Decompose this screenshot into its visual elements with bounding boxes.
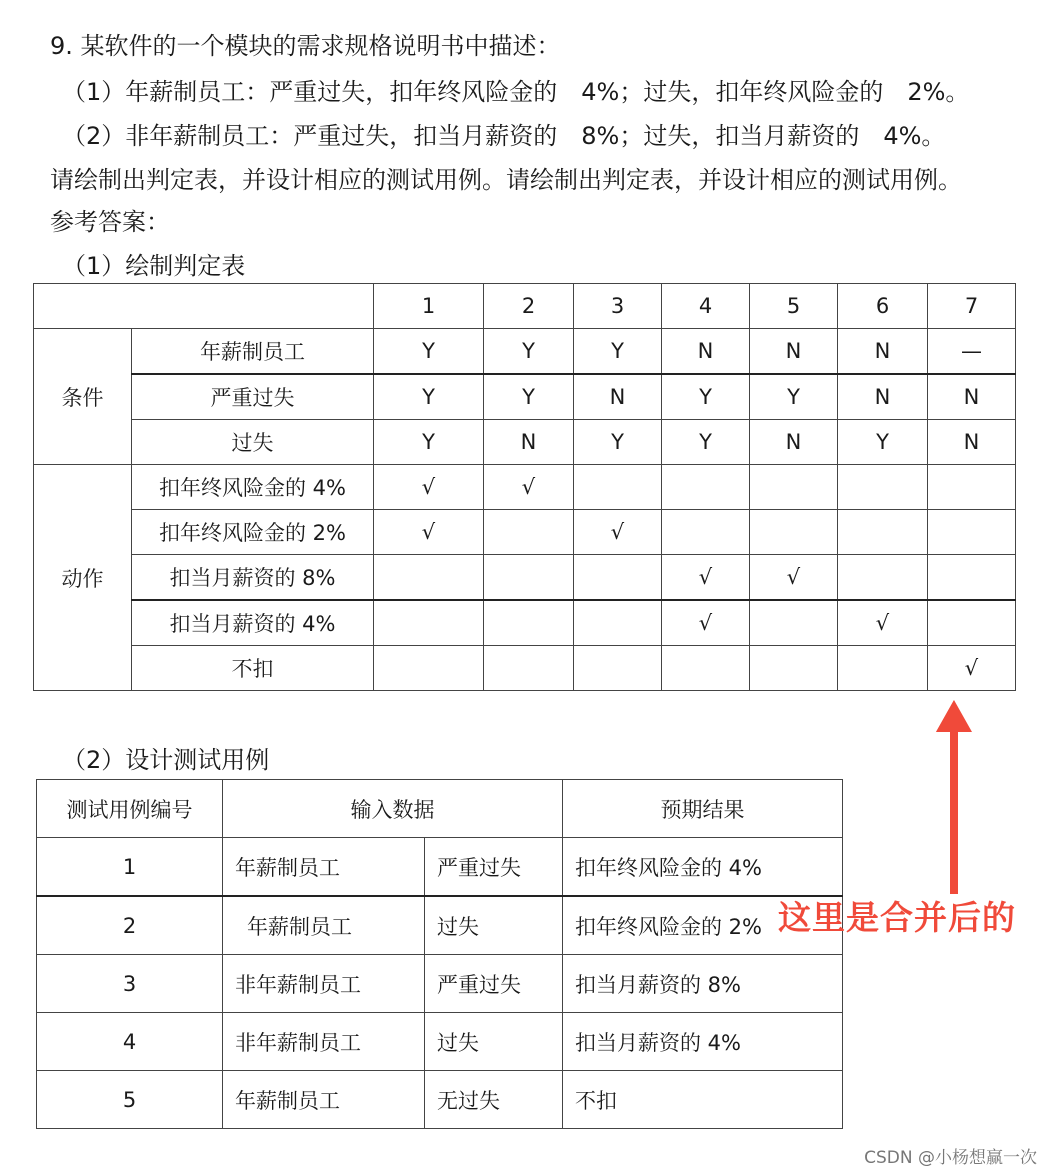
action-mark: [374, 555, 484, 601]
action-label: 扣当月薪资的 4%: [132, 600, 374, 646]
case-fault: 严重过失: [425, 838, 563, 897]
header-row: [37, 780, 843, 838]
question-title: 9. 某软件的一个模块的需求规格说明书中描述：: [50, 32, 561, 60]
condition-row: [34, 420, 1016, 465]
case-employee-type: 非年薪制员工: [223, 1013, 425, 1071]
case-fault: 过失: [425, 896, 563, 955]
case-fault: 过失: [425, 1013, 563, 1071]
condition-row: [34, 329, 1016, 375]
case-id: 2: [37, 896, 223, 955]
action-mark: [662, 646, 750, 691]
condition-value: N: [838, 374, 928, 420]
action-mark: √: [374, 465, 484, 510]
action-mark: [750, 600, 838, 646]
action-mark: [574, 600, 662, 646]
condition-value: Y: [838, 420, 928, 465]
condition-value: Y: [374, 329, 484, 375]
condition-value: —: [928, 329, 1016, 375]
action-mark: [928, 600, 1016, 646]
table-row: [37, 1071, 843, 1129]
action-mark: √: [484, 465, 574, 510]
action-mark: √: [574, 510, 662, 555]
header-id: 测试用例编号: [37, 780, 223, 838]
action-label: 扣年终风险金的 4%: [132, 465, 374, 510]
condition-value: N: [838, 329, 928, 375]
action-mark: [374, 600, 484, 646]
rule-col-7: 7: [928, 284, 1016, 329]
case-employee-type: 年薪制员工: [223, 1071, 425, 1129]
case-id: 4: [37, 1013, 223, 1071]
condition-value: Y: [750, 374, 838, 420]
condition-group-label: 条件: [34, 329, 132, 465]
case-expected: 扣年终风险金的 2%: [563, 896, 843, 955]
action-mark: [484, 555, 574, 601]
red-arrow-icon: [930, 700, 978, 900]
rule-annual-salary: （1）年薪制员工：严重过失，扣年终风险金的 4%；过失，扣年终风险金的 2%。: [62, 78, 970, 106]
action-row: [34, 600, 1016, 646]
action-mark: √: [374, 510, 484, 555]
answer-label: 参考答案：: [50, 208, 170, 236]
condition-label: 年薪制员工: [132, 329, 374, 375]
action-group-label: 动作: [34, 465, 132, 691]
action-mark: [750, 510, 838, 555]
action-mark: √: [662, 600, 750, 646]
table-row: [37, 955, 843, 1013]
decision-table: [33, 283, 1016, 691]
watermark: CSDN @小杨想赢一次: [864, 1148, 1037, 1168]
action-mark: [750, 465, 838, 510]
decision-table-title: （1）绘制判定表: [62, 252, 246, 280]
condition-value: N: [750, 329, 838, 375]
condition-value: Y: [484, 374, 574, 420]
action-row: [34, 465, 1016, 510]
action-mark: [484, 600, 574, 646]
rule-col-3: 3: [574, 284, 662, 329]
table-row: [37, 896, 843, 955]
action-mark: √: [838, 600, 928, 646]
condition-value: Y: [574, 420, 662, 465]
merge-annotation: 这里是合并后的: [778, 898, 1016, 937]
action-label: 扣年终风险金的 2%: [132, 510, 374, 555]
case-expected: 扣当月薪资的 8%: [563, 955, 843, 1013]
condition-row: [34, 374, 1016, 420]
condition-value: Y: [374, 374, 484, 420]
case-id: 1: [37, 838, 223, 897]
action-label: 不扣: [132, 646, 374, 691]
test-case-title: （2）设计测试用例: [62, 746, 270, 774]
action-mark: [838, 555, 928, 601]
case-expected: 扣年终风险金的 4%: [563, 838, 843, 897]
condition-value: Y: [662, 374, 750, 420]
condition-value: N: [928, 420, 1016, 465]
rule-col-4: 4: [662, 284, 750, 329]
case-fault: 严重过失: [425, 955, 563, 1013]
action-mark: [574, 465, 662, 510]
action-mark: [838, 646, 928, 691]
table-row: [37, 1013, 843, 1071]
condition-value: N: [574, 374, 662, 420]
action-mark: [574, 555, 662, 601]
condition-label: 过失: [132, 420, 374, 465]
action-mark: [374, 646, 484, 691]
condition-value: Y: [574, 329, 662, 375]
rule-non-annual-salary: （2）非年薪制员工：严重过失，扣当月薪资的 8%；过失，扣当月薪资的 4%。: [62, 122, 946, 150]
case-fault: 无过失: [425, 1071, 563, 1129]
test-case-table: [36, 779, 843, 1129]
condition-label: 严重过失: [132, 374, 374, 420]
condition-value: N: [662, 329, 750, 375]
action-mark: [750, 646, 838, 691]
condition-value: N: [750, 420, 838, 465]
instruction-text: 请绘制出判定表，并设计相应的测试用例。请绘制出判定表，并设计相应的测试用例。: [50, 166, 962, 194]
action-mark: [574, 646, 662, 691]
condition-value: N: [928, 374, 1016, 420]
action-mark: [928, 465, 1016, 510]
action-mark: √: [750, 555, 838, 601]
action-mark: √: [928, 646, 1016, 691]
case-employee-type: 年薪制员工: [223, 838, 425, 897]
action-mark: [484, 646, 574, 691]
corner-cell: [34, 284, 374, 329]
action-mark: [662, 510, 750, 555]
action-mark: [484, 510, 574, 555]
action-mark: [838, 465, 928, 510]
action-mark: [928, 555, 1016, 601]
action-mark: [662, 465, 750, 510]
case-id: 3: [37, 955, 223, 1013]
header-input: 输入数据: [223, 780, 563, 838]
case-expected: 扣当月薪资的 4%: [563, 1013, 843, 1071]
table-row: [37, 838, 843, 897]
action-mark: √: [662, 555, 750, 601]
action-row: [34, 510, 1016, 555]
header-expected: 预期结果: [563, 780, 843, 838]
condition-value: N: [484, 420, 574, 465]
case-expected: 不扣: [563, 1071, 843, 1129]
condition-value: Y: [662, 420, 750, 465]
condition-value: Y: [484, 329, 574, 375]
header-row: [34, 284, 1016, 329]
action-mark: [928, 510, 1016, 555]
action-label: 扣当月薪资的 8%: [132, 555, 374, 601]
case-employee-type: 非年薪制员工: [223, 955, 425, 1013]
action-row: [34, 646, 1016, 691]
rule-col-2: 2: [484, 284, 574, 329]
action-mark: [838, 510, 928, 555]
rule-col-1: 1: [374, 284, 484, 329]
action-row: [34, 555, 1016, 601]
rule-col-6: 6: [838, 284, 928, 329]
rule-col-5: 5: [750, 284, 838, 329]
case-employee-type: 年薪制员工: [223, 896, 425, 955]
case-id: 5: [37, 1071, 223, 1129]
condition-value: Y: [374, 420, 484, 465]
